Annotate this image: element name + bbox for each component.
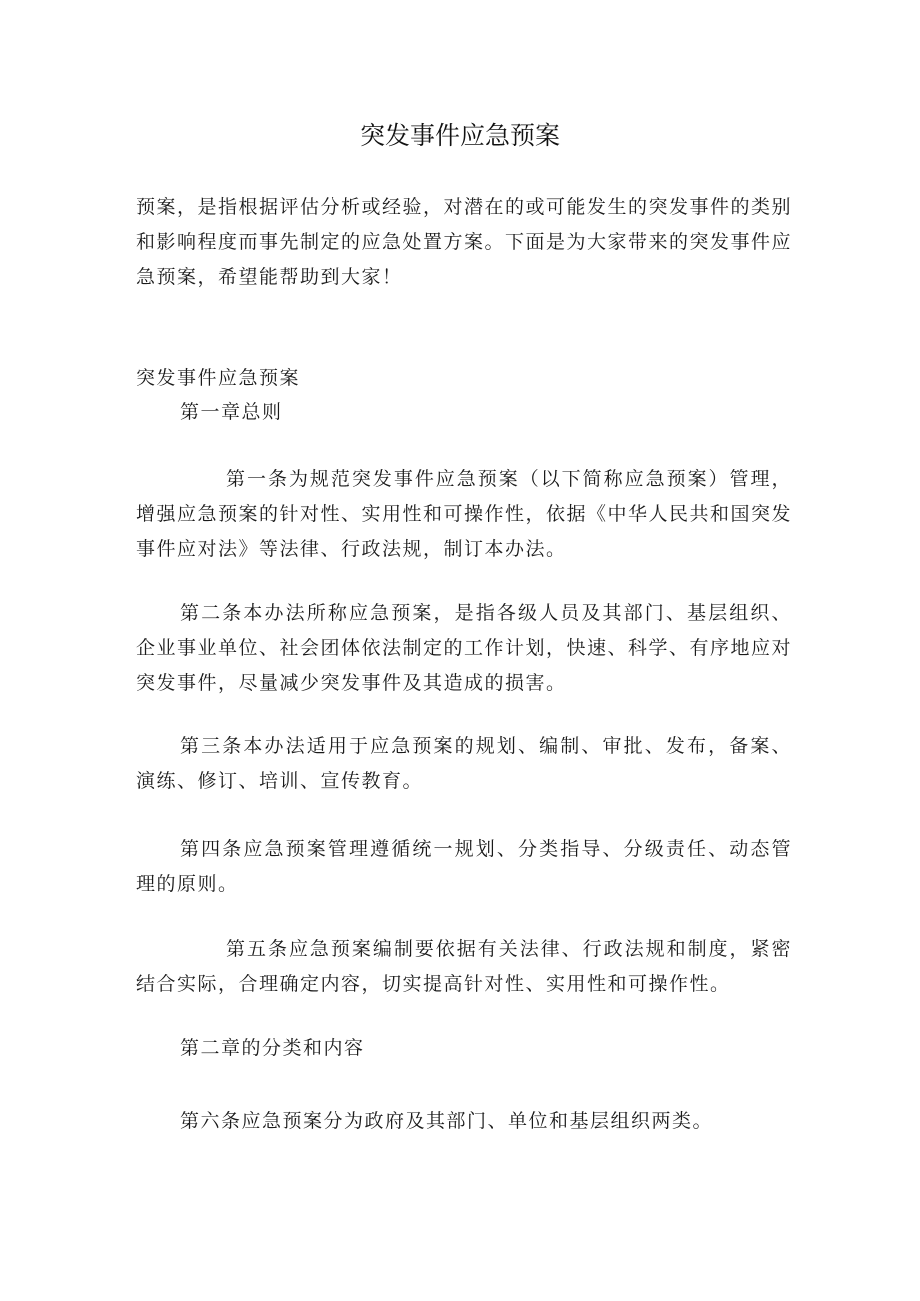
article-2-paragraph: 第二条本办法所称应急预案，是指各级人员及其部门、基层组织、企业事业单位、社会团体依法制定的工作计划，快速、科学、有序地应对突发事件，尽量减少突发事件及其造成的损害。	[136, 602, 793, 694]
document-title: 突发事件应急预案	[359, 121, 560, 150]
article-5-paragraph: 第五条应急预案编制要依据有关法律、行政法规和制度，紧密结合实际，合理确定内容，切实提高针对性、实用性和可操作性。	[136, 938, 792, 995]
article-4-paragraph: 第四条应急预案管理遵循统一规划、分类指导、分级责任、动态管理的原则。	[136, 838, 792, 895]
article-1-paragraph: 第一条为规范突发事件应急预案（以下简称应急预案）管理，增强应急预案的针对性、实用性和可操作性，依据《中华人民共和国突发事件应对法》等法律、行政法规，制订本办法。	[136, 468, 793, 560]
chapter-2-heading: 第二章的分类和内容	[180, 1037, 365, 1059]
chapter-1-heading: 第一章总则	[180, 401, 283, 423]
intro-paragraph: 预案，是指根据评估分析或经验，对潜在的或可能发生的突发事件的类别和影响程度而事先制定的应急处置方案。下面是为大家带来的突发事件应急预案，希望能帮助到大家！	[136, 196, 793, 288]
article-6-paragraph: 第六条应急预案分为政府及其部门、单位和基层组织两类。	[180, 1110, 714, 1132]
article-3-paragraph: 第三条本办法适用于应急预案的规划、编制、审批、发布，备案、演练、修订、培训、宣传教育。	[136, 735, 792, 792]
section-heading: 突发事件应急预案	[136, 367, 301, 389]
